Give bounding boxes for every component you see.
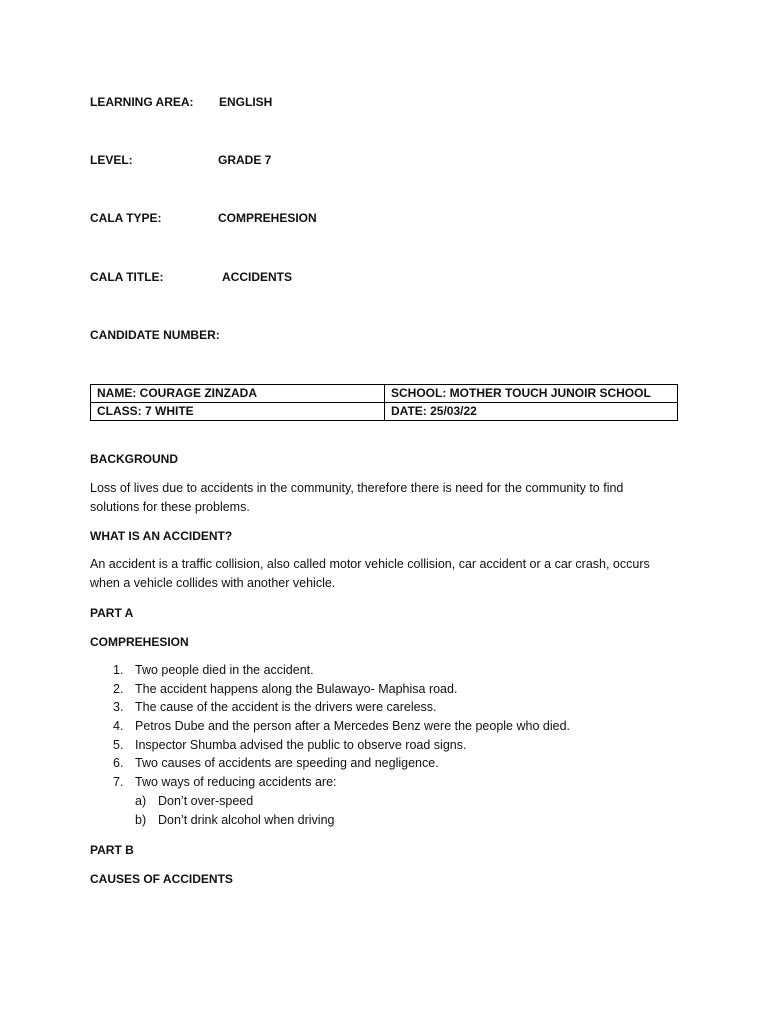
list-text: Two people died in the accident.: [135, 663, 314, 677]
list-text: Two causes of accidents are speeding and negligence.: [135, 756, 439, 771]
list-text: Petros Dube and the person after a Mercedes Benz were the people who died.: [135, 719, 570, 734]
table-row: [91, 385, 678, 403]
part-a-heading: PART A: [90, 606, 134, 620]
list-text: The cause of the accident is the drivers were careless.: [135, 700, 437, 715]
list-number: 6.: [113, 756, 124, 771]
sub-list-text: Don’t over-speed: [158, 793, 254, 808]
background-text: Loss of lives due to accidents in the community, therefore there is need for the community to find solutions for these problems.: [90, 481, 624, 514]
causes-of-accidents-heading: CAUSES OF ACCIDENTS: [90, 872, 233, 886]
level-label: LEVEL:: [90, 153, 133, 167]
list-text: The accident happens along the Bulawayo- Maphisa road.: [135, 681, 458, 696]
list-number: 1.: [113, 663, 124, 677]
level-value: GRADE 7: [218, 153, 272, 167]
comprehension-heading: COMPREHESION: [90, 635, 189, 649]
cala-type-label: CALA TYPE:: [90, 211, 162, 225]
list-text: Two ways of reducing accidents are:: [135, 775, 337, 790]
sub-list-text: Don’t drink alcohol when driving: [158, 812, 335, 827]
school-cell: SCHOOL: MOTHER TOUCH JUNOIR SCHOOL: [385, 385, 678, 403]
class-cell: CLASS: 7 WHITE: [91, 403, 385, 421]
list-text: Inspector Shumba advised the public to observe road signs.: [135, 737, 467, 752]
list-number: 4.: [113, 719, 124, 734]
list-number: 3.: [113, 700, 124, 715]
name-cell: NAME: COURAGE ZINZADA: [91, 385, 385, 403]
date-cell: DATE: 25/03/22: [385, 403, 678, 421]
list-number: 2.: [113, 681, 124, 696]
list-number: 5.: [113, 737, 124, 752]
what-is-accident-heading: WHAT IS AN ACCIDENT?: [90, 529, 233, 543]
list-number: 7.: [113, 775, 124, 790]
sub-list-letter: a): [135, 793, 147, 808]
student-info-table: [90, 384, 678, 421]
cala-type-value: COMPREHESION: [218, 211, 317, 225]
candidate-number-label: CANDIDATE NUMBER:: [90, 328, 220, 342]
cala-title-label: CALA TITLE:: [90, 270, 164, 284]
learning-area-value: ENGLISH: [219, 95, 273, 109]
cala-title-value: ACCIDENTS: [222, 270, 293, 284]
sub-list-letter: b): [135, 812, 147, 827]
part-b-heading: PART B: [90, 843, 134, 857]
background-heading: BACKGROUND: [90, 452, 178, 466]
learning-area-label: LEARNING AREA:: [90, 95, 194, 109]
table-row: [91, 403, 678, 421]
what-is-accident-text: An accident is a traffic collision, also called motor vehicle collision, car accident or a car crash, occurs when a vehicle collides with another vehicle.: [90, 557, 650, 590]
